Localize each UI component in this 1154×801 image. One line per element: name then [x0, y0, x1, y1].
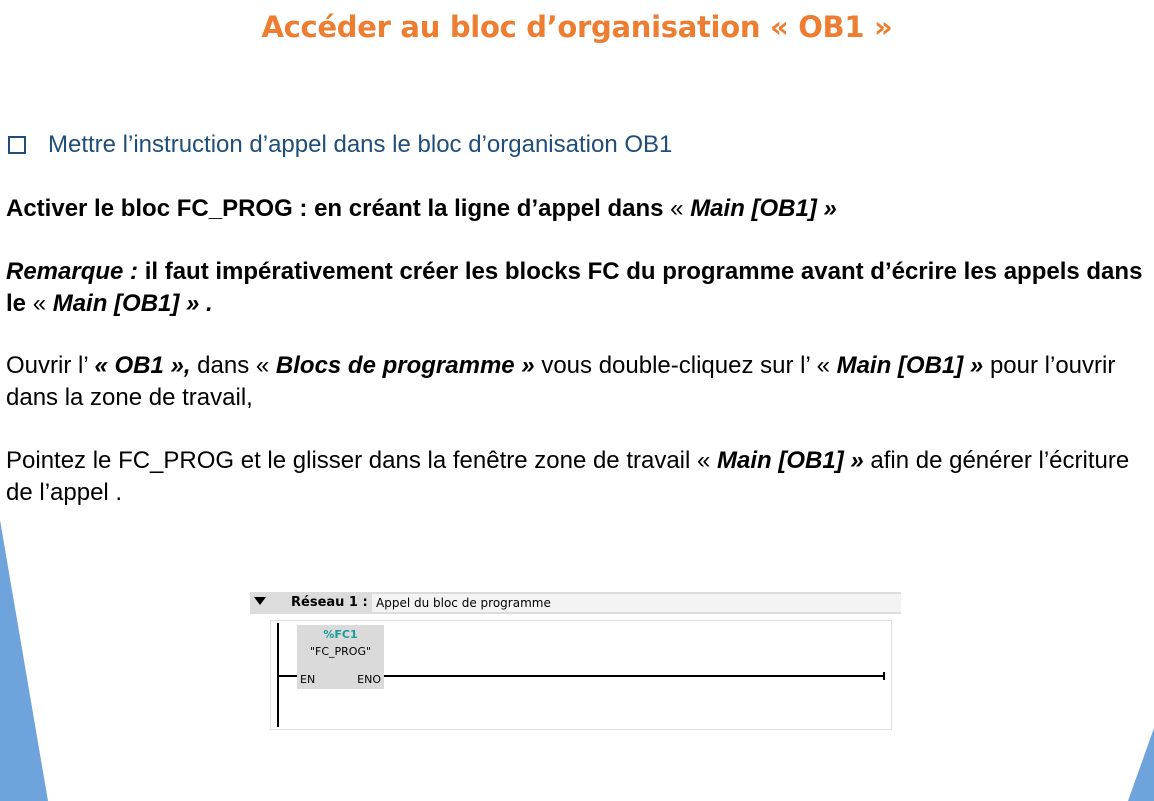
fc-call-block[interactable]: [297, 625, 384, 689]
p3-text-e: vous double-cliquez sur l’ «: [534, 352, 837, 379]
p2-text-b: il faut impérativement créer les blocks FC du programme avant d’écrire les appels dans le: [6, 258, 1143, 317]
checkbox-bullet-icon: [8, 136, 26, 154]
p3-text-a: Ouvrir l’: [6, 352, 95, 379]
p1-text-c: Main [OB1] »: [690, 195, 837, 222]
wire-end-marker: [883, 672, 885, 680]
p3-text-c: dans «: [190, 352, 276, 379]
en-pin: EN: [300, 673, 316, 686]
slide-title: Accéder au bloc d’organisation « OB1 »: [261, 10, 893, 44]
network-comment[interactable]: Appel du bloc de programme: [372, 594, 901, 612]
network-label: Réseau 1 :: [291, 595, 368, 610]
wire-right: [384, 675, 883, 677]
bullet-text: Mettre l’instruction d’appel dans le bloc d’organisation OB1: [48, 131, 673, 158]
network-header: [250, 592, 901, 614]
ladder-network: [250, 592, 901, 732]
paragraph-open-ob1: [6, 350, 1151, 414]
p3-text-b: « OB1 »,: [94, 352, 191, 379]
p2-text-d: Main [OB1] » .: [52, 290, 213, 317]
paragraph-remark: [6, 256, 1151, 320]
p4-text-b: Main [OB1] »: [717, 447, 864, 474]
p2-text-a: Remarque :: [6, 258, 139, 285]
p3-text-d: Blocs de programme »: [275, 352, 535, 379]
p1-text-b: «: [670, 195, 691, 222]
bullet-item: [6, 131, 672, 159]
p4-text-c: afin de générer l’écriture de l’appel .: [6, 447, 1130, 506]
eno-pin: ENO: [357, 673, 381, 686]
p4-text-a: Pointez le FC_PROG et le glisser dans la fenêtre zone de travail «: [6, 447, 718, 474]
network-body: [270, 620, 892, 730]
block-name: "FC_PROG": [309, 645, 372, 658]
paragraph-activate: [6, 193, 1151, 225]
wire-left: [279, 675, 297, 677]
p3-text-g: pour l’ouvrir dans la zone de travail,: [6, 352, 1116, 411]
left-decoration-shape: [0, 520, 48, 801]
p1-text-a: Activer le bloc FC_PROG : en créant la ligne d’appel dans: [6, 195, 671, 222]
p3-text-f: Main [OB1] »: [836, 352, 984, 379]
right-decoration-shape: [1114, 728, 1154, 801]
paragraph-drag: [6, 445, 1151, 509]
block-number: %FC1: [323, 628, 358, 641]
collapse-triangle-icon[interactable]: [254, 597, 266, 605]
p2-text-c: «: [32, 290, 53, 317]
